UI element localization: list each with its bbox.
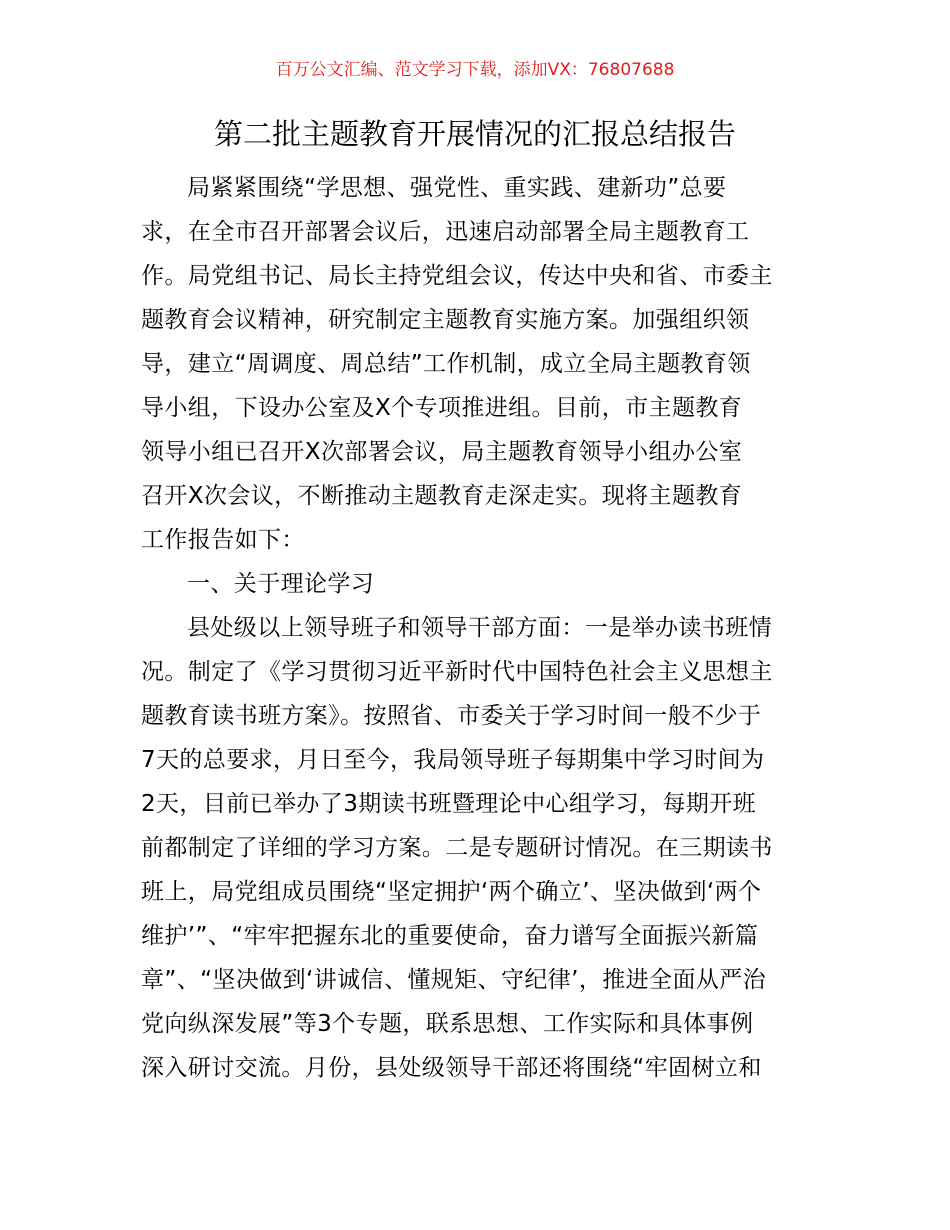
document-title: 第二批主题教育开展情况的汇报总结报告 [213,117,736,151]
paragraph-line: 深入研讨交流。月份，县处级领导干部还将围绕“牢固树立和 [141,1055,762,1081]
paragraph-line: 2天，目前已举办了3期读书班暨理论中心组学习，每期开班 [141,791,757,817]
paragraph-line: 况。制定了《学习贯彻习近平新时代中国特色社会主义思想主 [141,659,773,685]
paragraph-line: 7天的总要求，月日至今，我局领导班子每期集中学习时间为 [141,747,765,773]
paragraph-line: 导，建立“周调度、周总结”工作机制，成立全局主题教育领 [141,351,751,377]
paragraph-line: 县处级以上领导班子和领导干部方面：一是举办读书班情 [187,615,772,641]
document-body [141,166,813,1090]
watermark-header: 百万公文汇编、范文学习下载，添加VX：76807688 [275,60,675,80]
paragraph-line: 题教育读书班方案》。按照省、市委关于学习时间一般不少于 [141,703,762,729]
paragraph-line: 工作报告如下： [141,527,305,553]
paragraph-line: 前都制定了详细的学习方案。二是专题研讨情况。在三期读书 [141,835,773,861]
paragraph-line: 党向纵深发展”等3个专题，联系思想、工作实际和具体事例 [141,1011,754,1037]
paragraph-line: 导小组，下设办公室及X个专项推进组。目前，市主题教育 [141,395,743,421]
paragraph-line: 领导小组已召开X次部署会议，局主题教育领导小组办公室 [141,439,743,465]
paragraph-line: 作。局党组书记、局长主持党组会议，传达中央和省、市委主 [141,263,773,289]
paragraph-line: 局紧紧围绕“学思想、强党性、重实践、建新功”总要 [187,175,727,201]
paragraph-line: 维护’”、“牢牢把握东北的重要使命，奋力谱写全面振兴新篇 [141,923,759,949]
paragraph-line: 班上，局党组成员围绕“坚定拥护‘两个确立’、坚决做到‘两个 [141,879,762,905]
paragraph-line: 章”、“坚决做到‘讲诚信、懂规矩、守纪律’，推进全面从严治 [141,967,767,993]
section-heading: 一、关于理论学习 [187,571,375,597]
paragraph-line: 召开X次会议，不断推动主题教育走深走实。现将主题教育 [141,483,743,509]
paragraph-line: 题教育会议精神，研究制定主题教育实施方案。加强组织领 [141,307,750,333]
paragraph-line: 求，在全市召开部署会议后，迅速启动部署全局主题教育工 [141,219,750,245]
